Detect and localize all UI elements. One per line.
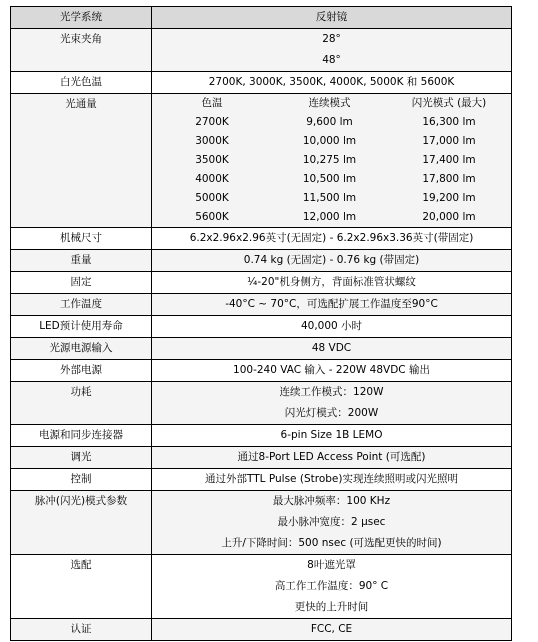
value-line: 8叶遮光罩 xyxy=(307,559,356,571)
spec-label: 工作温度 xyxy=(11,294,152,316)
flux-cell: 10,500 lm xyxy=(272,170,387,189)
value-line: 更快的上升时间 xyxy=(294,601,369,613)
flux-cell: 10,000 lm xyxy=(272,132,387,151)
flux-cell: 17,800 lm xyxy=(387,170,511,189)
spec-value: FCC, CE xyxy=(152,619,512,641)
flux-cell: 9,600 lm xyxy=(272,113,387,132)
spec-row-luminous-flux xyxy=(11,94,512,228)
spec-value: 48 VDC xyxy=(152,338,512,360)
spec-row-certification xyxy=(11,619,512,641)
spec-label: 固定 xyxy=(11,272,152,294)
spec-value: 6.2x2.96x2.96英寸(无固定) - 6.2x2.96x3.36英寸(带固定) xyxy=(152,228,512,250)
spec-label: 调光 xyxy=(11,447,152,469)
spec-label: 光通量 xyxy=(11,94,152,228)
flux-row xyxy=(152,208,511,227)
spec-label: 选配 xyxy=(11,555,152,619)
spec-label: 电源和同步连接器 xyxy=(11,425,152,447)
flux-header-cell: 色温 xyxy=(152,94,272,113)
flux-row xyxy=(152,132,511,151)
spec-label: 光源电源输入 xyxy=(11,338,152,360)
spec-row-beam-angle xyxy=(11,29,512,72)
flux-header-cell: 连续模式 xyxy=(272,94,387,113)
spec-row-pulse-parameters xyxy=(11,491,512,555)
value-line: 最小脉冲宽度：2 μsec xyxy=(277,516,386,528)
spec-label: 认证 xyxy=(11,619,152,641)
flux-cell: 20,000 lm xyxy=(387,208,511,227)
spec-value: -40°C ~ 70°C，可选配扩展工作温度至90°C xyxy=(152,294,512,316)
spec-label: LED预计使用寿命 xyxy=(11,316,152,338)
flux-cell: 2700K xyxy=(152,113,272,132)
spec-label: 脉冲(闪光)模式参数 xyxy=(11,491,152,555)
flux-cell: 4000K xyxy=(152,170,272,189)
spec-value xyxy=(152,555,512,619)
value-line: 连续工作模式：120W xyxy=(279,386,384,398)
spec-row-external-power xyxy=(11,360,512,382)
spec-label: 控制 xyxy=(11,469,152,491)
spec-row-dimming xyxy=(11,447,512,469)
flux-header-row xyxy=(152,94,511,113)
spec-value: ¼-20"机身侧方，背面标准管状螺纹 xyxy=(152,272,512,294)
spec-label: 机械尺寸 xyxy=(11,228,152,250)
spec-row-operating-temperature xyxy=(11,294,512,316)
spec-value xyxy=(152,29,512,72)
flux-cell: 3000K xyxy=(152,132,272,151)
spec-row-power-consumption xyxy=(11,382,512,425)
spec-table xyxy=(10,6,512,641)
spec-label: 白光色温 xyxy=(11,72,152,94)
flux-row xyxy=(152,170,511,189)
value-line: 最大脉冲频率：100 KHz xyxy=(272,495,391,507)
flux-cell: 17,400 lm xyxy=(387,151,511,170)
spec-row-mounting xyxy=(11,272,512,294)
flux-cell: 16,300 lm xyxy=(387,113,511,132)
table-header-row xyxy=(11,7,512,29)
spec-value: 100-240 VAC 输入 - 220W 48VDC 输出 xyxy=(152,360,512,382)
spec-row-connector xyxy=(11,425,512,447)
spec-value: 通过8-Port LED Access Point (可选配) xyxy=(152,447,512,469)
value-line: 闪光灯模式：200W xyxy=(284,407,379,419)
flux-cell: 3500K xyxy=(152,151,272,170)
spec-label: 功耗 xyxy=(11,382,152,425)
spec-value xyxy=(152,94,512,228)
header-label: 光学系统 xyxy=(11,7,152,29)
flux-cell: 5600K xyxy=(152,208,272,227)
flux-row xyxy=(152,113,511,132)
flux-cell: 10,275 lm xyxy=(272,151,387,170)
spec-row-control xyxy=(11,469,512,491)
flux-header-cell: 闪光模式 (最大) xyxy=(387,94,511,113)
spec-label: 重量 xyxy=(11,250,152,272)
spec-row-led-lifetime xyxy=(11,316,512,338)
flux-cell: 17,000 lm xyxy=(387,132,511,151)
spec-row-power-input xyxy=(11,338,512,360)
spec-value: 40,000 小时 xyxy=(152,316,512,338)
flux-cell: 11,500 lm xyxy=(272,189,387,208)
flux-row xyxy=(152,151,511,170)
value-line: 28° xyxy=(322,33,341,45)
spec-value: 6-pin Size 1B LEMO xyxy=(152,425,512,447)
spec-row-weight xyxy=(11,250,512,272)
flux-cell: 5000K xyxy=(152,189,272,208)
spec-value: 0.74 kg (无固定) - 0.76 kg (带固定) xyxy=(152,250,512,272)
spec-value xyxy=(152,382,512,425)
header-value: 反射镜 xyxy=(152,7,512,29)
value-line: 上升/下降时间：500 nsec (可选配更快的时间) xyxy=(221,537,442,549)
flux-cell: 12,000 lm xyxy=(272,208,387,227)
spec-row-color-temperature xyxy=(11,72,512,94)
spec-label: 外部电源 xyxy=(11,360,152,382)
spec-row-dimensions xyxy=(11,228,512,250)
flux-row xyxy=(152,189,511,208)
spec-label: 光束夹角 xyxy=(11,29,152,72)
flux-cell: 19,200 lm xyxy=(387,189,511,208)
spec-value xyxy=(152,491,512,555)
spec-row-options xyxy=(11,555,512,619)
value-line: 48° xyxy=(322,54,341,66)
spec-value: 2700K, 3000K, 3500K, 4000K, 5000K 和 5600K xyxy=(152,72,512,94)
value-line: 高工作工作温度：90° C xyxy=(274,580,389,592)
spec-value: 通过外部TTL Pulse (Strobe)实现连续照明或闪光照明 xyxy=(152,469,512,491)
luminous-flux-table xyxy=(152,94,511,227)
